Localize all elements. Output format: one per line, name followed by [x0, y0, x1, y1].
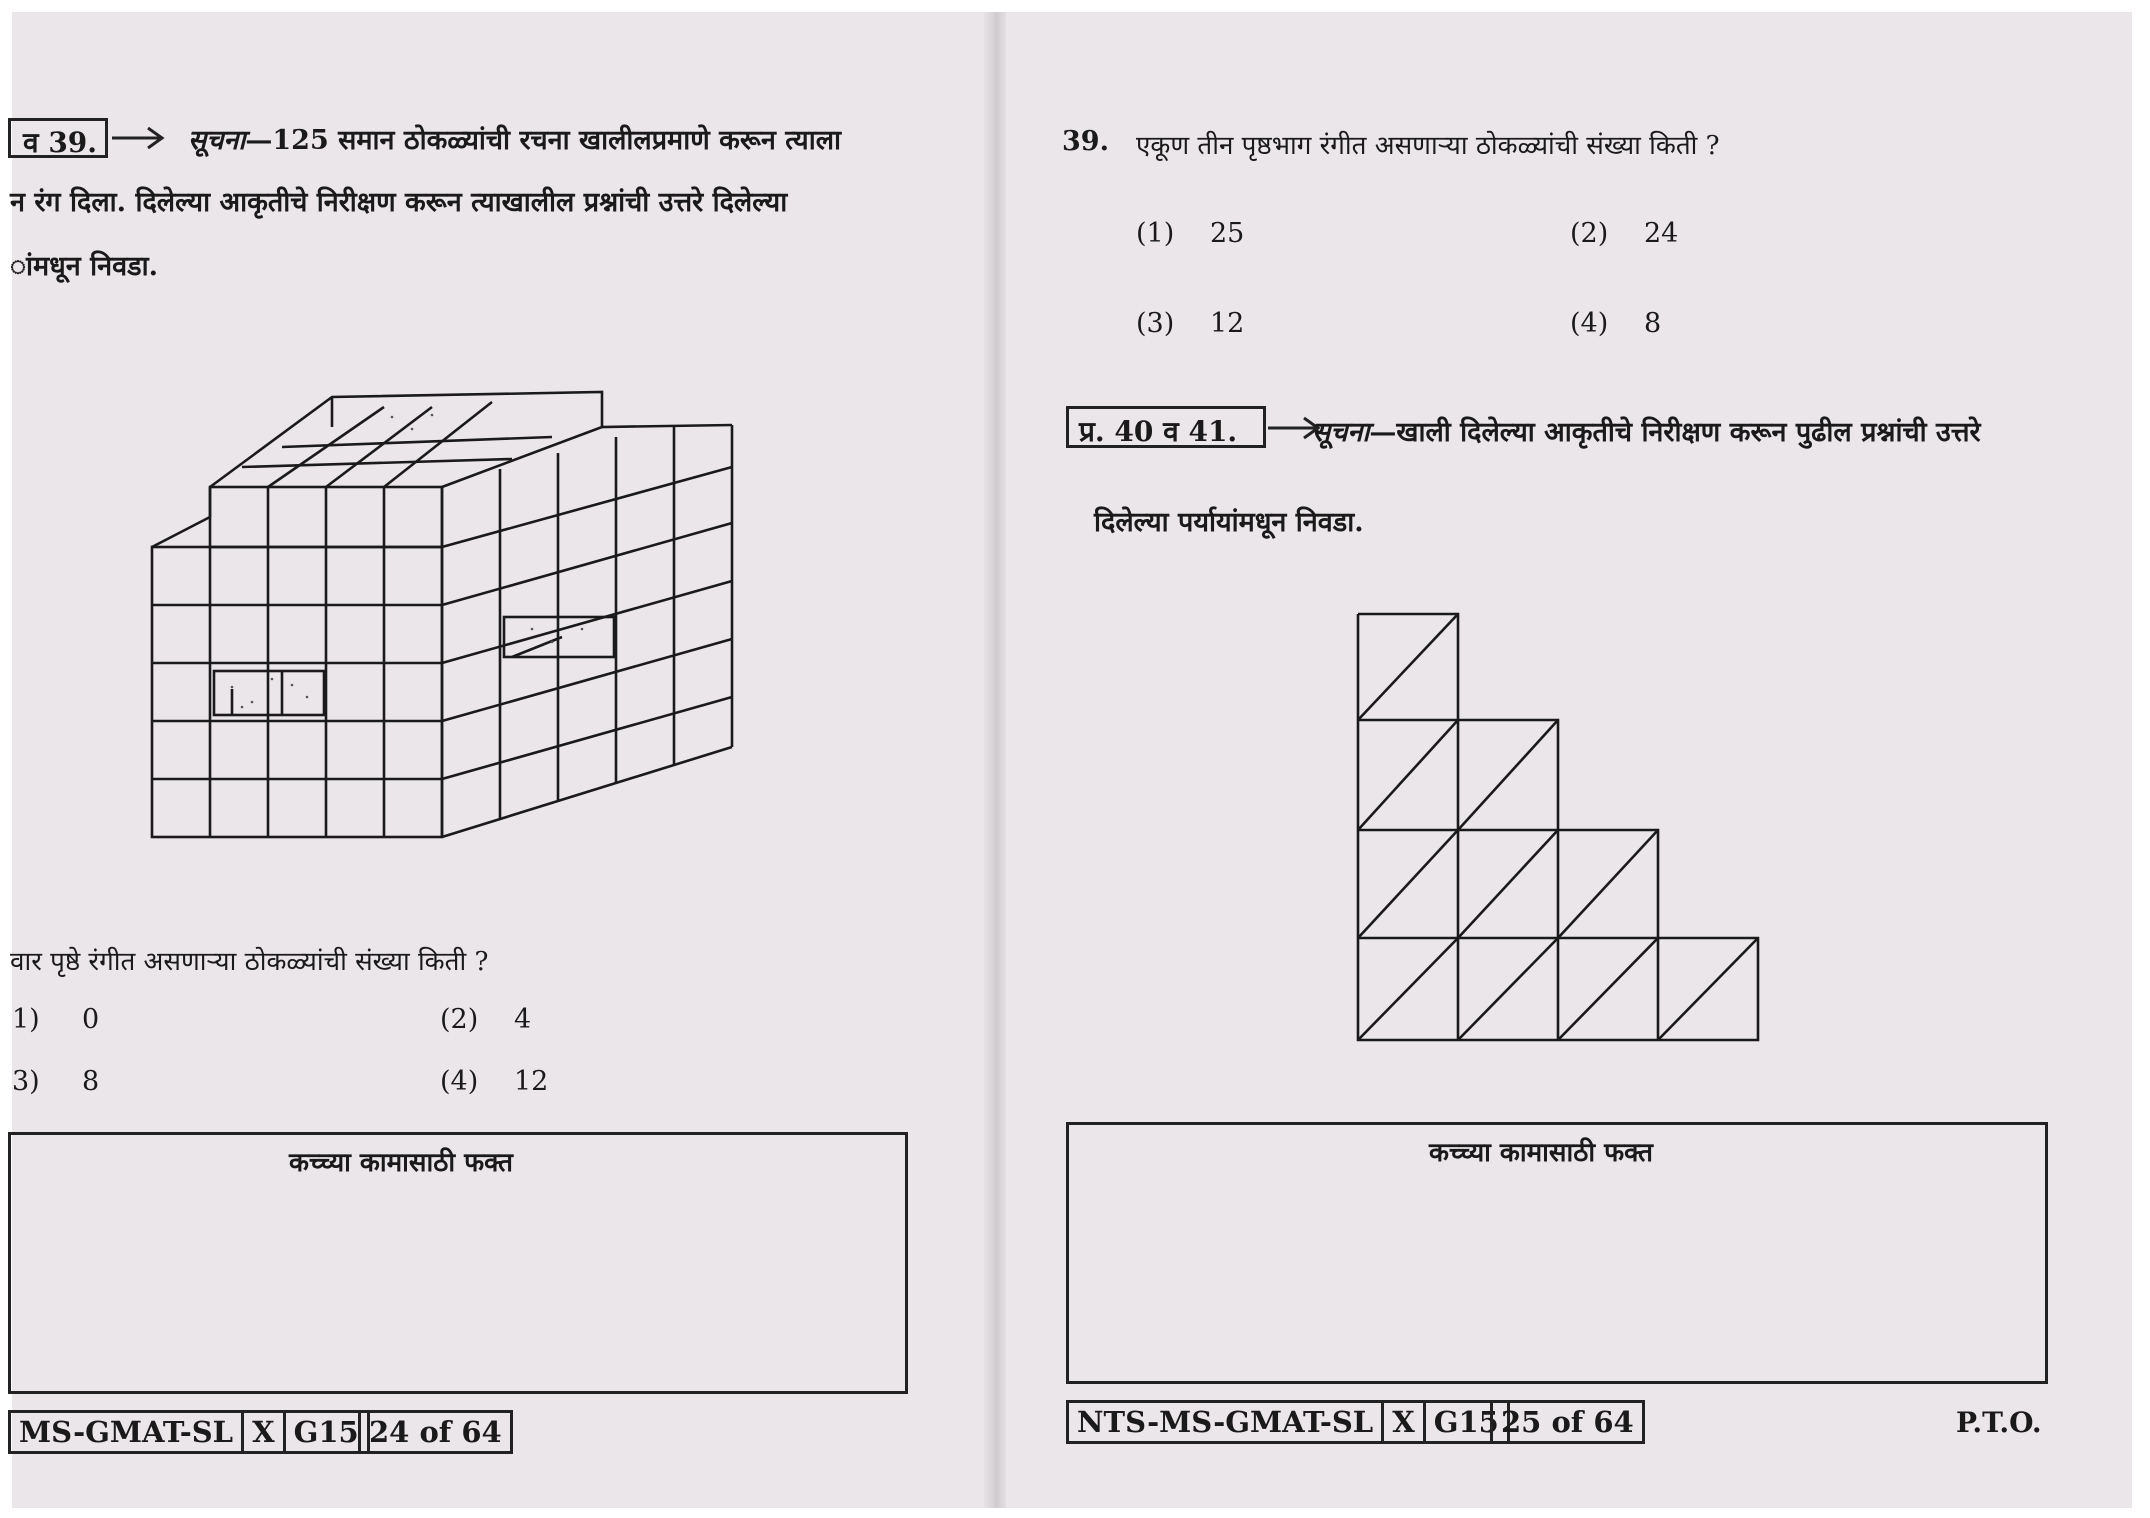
right-instruction-line2: दिलेल्या पर्यायांमधून निवडा. [1094, 507, 1364, 538]
left-footer-lang: X [244, 1413, 286, 1451]
left-q-range-label: व 39. [23, 126, 98, 159]
right-question-text: एकूण तीन पृष्ठभाग रंगीत असणाऱ्या ठोकळ्यांची संख्या किती ? [1136, 131, 1720, 161]
page-gutter [984, 12, 1006, 1508]
right-footer-lang: X [1384, 1403, 1426, 1441]
left-option-1-value: 0 [82, 1004, 100, 1035]
left-option-4-value: 12 [514, 1066, 549, 1097]
right-rough-work-box [1066, 1122, 2048, 1384]
right-option-1-num: (1) [1136, 218, 1175, 249]
cube-stack-figure [132, 367, 752, 857]
right-footer-set: G15 [1433, 1405, 1499, 1439]
right-option-3-num: (3) [1136, 308, 1175, 339]
right-option-4-value: 8 [1644, 308, 1662, 339]
right-instruction-line1 [1312, 412, 1981, 449]
left-instruction-line2: न रंग दिला. दिलेल्या आकृतीचे निरीक्षण करून त्याखालील प्रश्नांची उत्तरे दिलेल्या [10, 187, 788, 218]
left-option-2-value: 4 [514, 1004, 532, 1035]
right-instruction-line1-text: —खाली दिलेल्या आकृतीचे निरीक्षण करून पुढील प्रश्नांची उत्तरे [1369, 417, 1981, 448]
left-q-range-box [8, 118, 108, 158]
left-instruction-line1 [188, 120, 841, 157]
left-question-text: वार पृष्ठे रंगीत असणाऱ्या ठोकळ्यांची संख्या किती ? [10, 947, 489, 977]
left-option-3-num: 3) [12, 1066, 40, 1097]
right-footer-code-box [1066, 1400, 1510, 1444]
right-question-number: 39. [1062, 126, 1109, 157]
right-q-range-box [1066, 406, 1266, 448]
staircase-triangle-figure [1352, 608, 1772, 1048]
right-option-2-value: 24 [1644, 218, 1679, 249]
right-option-2-num: (2) [1570, 218, 1609, 249]
right-option-1-value: 25 [1210, 218, 1245, 249]
left-option-1-num: 1) [12, 1004, 40, 1035]
left-instruction-line3: ांमधून निवडा. [10, 251, 158, 282]
right-footer-code: NTS-MS-GMAT-SL [1069, 1403, 1384, 1441]
left-rough-work-label: कच्च्या कामासाठी फक्त [289, 1148, 513, 1178]
left-page-number: 24 of 64 [358, 1410, 513, 1454]
left-footer-code: MS-GMAT-SL [11, 1413, 244, 1451]
right-suchana-label: सूचना [1312, 417, 1370, 448]
left-option-2-num: (2) [440, 1004, 479, 1035]
left-footer-set: G15 [293, 1415, 359, 1449]
left-footer-code-box [8, 1410, 370, 1454]
right-page-number: 25 of 64 [1490, 1400, 1645, 1444]
right-q-range-label: प्र. 40 व 41. [1079, 415, 1238, 448]
right-pto: P.T.O. [1956, 1406, 2042, 1439]
left-rough-work-box [8, 1132, 908, 1394]
left-instruction-line1-text: —125 समान ठोकळ्यांची रचना खालीलप्रमाणे करून त्याला [245, 125, 842, 156]
right-option-4-num: (4) [1570, 308, 1609, 339]
left-option-3-value: 8 [82, 1066, 100, 1097]
left-suchana-label: सूचना [188, 125, 246, 156]
booklet-spread [12, 12, 2132, 1508]
left-option-4-num: (4) [440, 1066, 479, 1097]
right-rough-work-label: कच्च्या कामासाठी फक्त [1429, 1138, 1653, 1168]
left-arrow-icon [110, 124, 170, 152]
right-option-3-value: 12 [1210, 308, 1245, 339]
